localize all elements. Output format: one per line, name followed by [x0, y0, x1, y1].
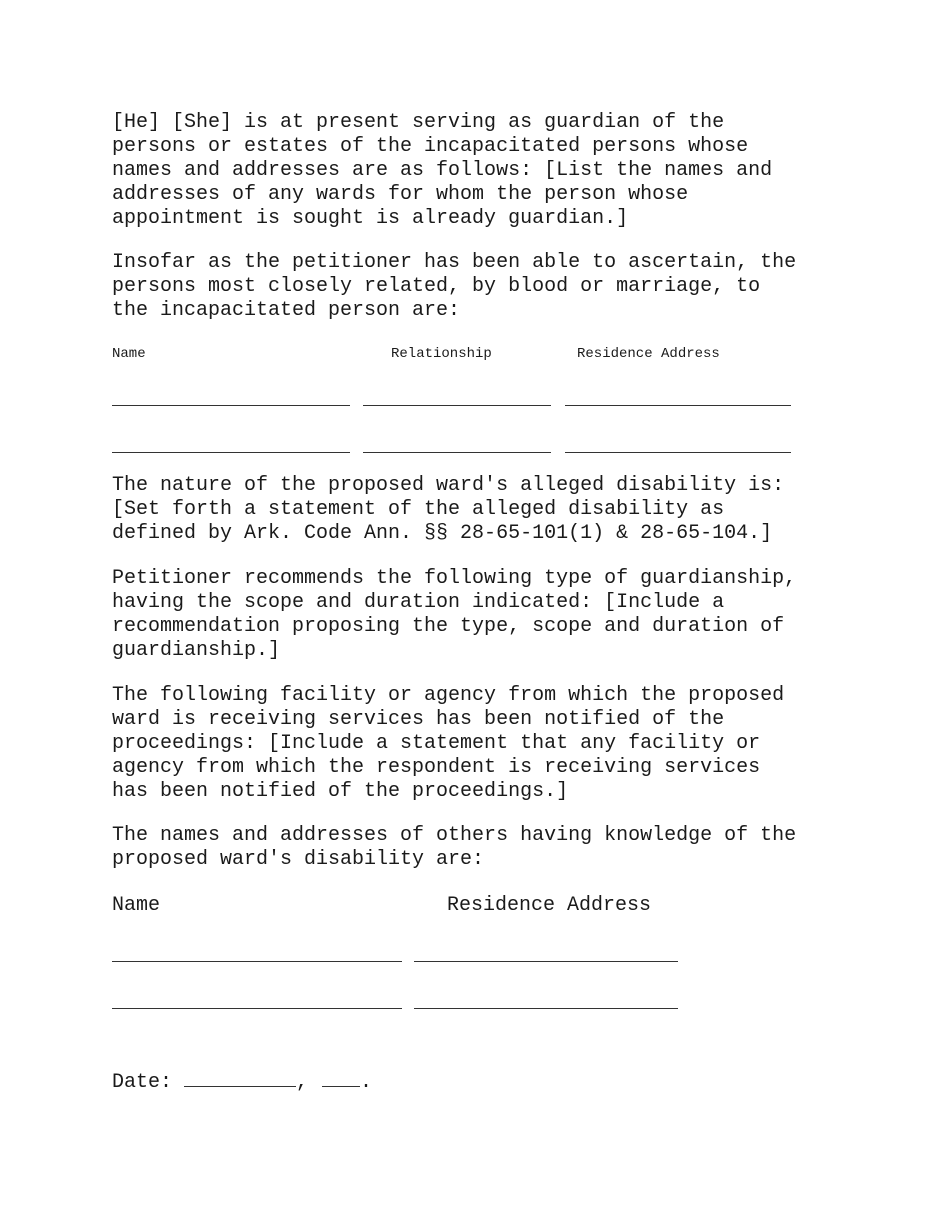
facility-notice-paragraph: The following facility or agency from which the proposed ward is receiving services has been notified of the proceedings: [Include a statement that any facility or agency from which the respondent is receiving services has been notified of the proceedings.]	[112, 684, 785, 803]
date-line	[112, 1068, 372, 1095]
relatives-header-relationship: Relationship	[391, 346, 492, 362]
relative-address-blank[interactable]	[565, 405, 791, 406]
relatives-header-address: Residence Address	[577, 346, 720, 362]
relative-name-blank[interactable]	[112, 405, 350, 406]
date-year-blank[interactable]	[322, 1068, 360, 1087]
knowledge-address-blank[interactable]	[414, 961, 678, 962]
knowledge-intro-paragraph: The names and addresses of others having knowledge of the proposed ward's disability are:	[112, 824, 797, 871]
knowledge-address-blank[interactable]	[414, 1008, 678, 1009]
date-label: Date:	[112, 1071, 173, 1094]
guardianship-type-paragraph: Petitioner recommends the following type of guardianship, having the scope and duration indicated: [Include a recommendation proposing the type, scope and duration of guardianship.]	[112, 567, 797, 662]
disability-paragraph: The nature of the proposed ward's alleged disability is: [Set forth a statement of the alleged disability as defined by Ark. Code Ann. §§ 28-65-101(1) & 28-65-104.]	[112, 474, 785, 545]
relative-address-blank[interactable]	[565, 452, 791, 453]
knowledge-name-blank[interactable]	[112, 1008, 402, 1009]
date-separator: ,	[296, 1071, 309, 1094]
relative-relationship-blank[interactable]	[363, 405, 551, 406]
relatives-intro-paragraph: Insofar as the petitioner has been able to ascertain, the persons most closely related, by blood or marriage, to the incapacitated person are:	[112, 251, 797, 322]
relative-relationship-blank[interactable]	[363, 452, 551, 453]
knowledge-header-name: Name	[112, 894, 161, 917]
date-end: .	[360, 1071, 373, 1094]
date-month-day-blank[interactable]	[184, 1068, 296, 1087]
knowledge-name-blank[interactable]	[112, 961, 402, 962]
relative-name-blank[interactable]	[112, 452, 350, 453]
knowledge-header-address: Residence Address	[447, 894, 652, 917]
document-page	[112, 0, 872, 1230]
relatives-header-name: Name	[112, 346, 146, 362]
current-guardianship-paragraph: [He] [She] is at present serving as guardian of the persons or estates of the incapacitated persons whose names and addresses are as follows: [List the names and addresses of any wards for whom the person whose appointment is sought is already guardian.]	[112, 111, 773, 230]
